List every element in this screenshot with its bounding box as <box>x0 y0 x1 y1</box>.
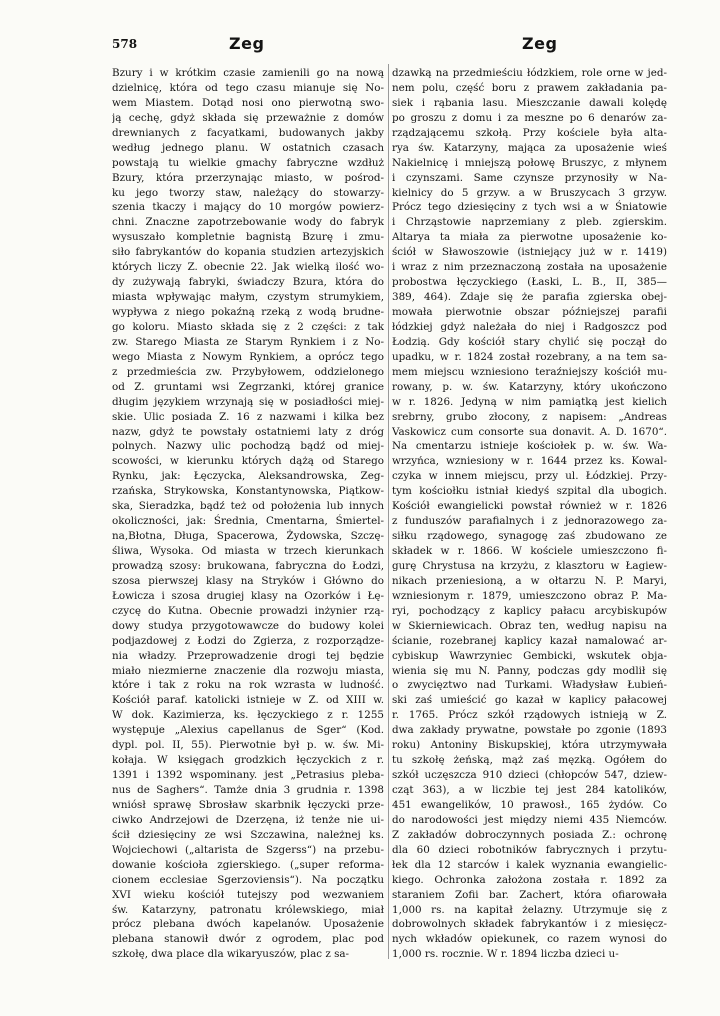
text-line: Prócz tego dziesięciny z tych wsi a w Śniatowie <box>392 201 667 214</box>
text-line: wienia się mu N. Panny, podczas gdy modlił się <box>392 664 667 677</box>
text-line: szkół uczęszcza 910 dzieci (chłopców 547, dziew- <box>392 769 667 782</box>
text-line: tym kościołku istniał kiedyś szpital dla ubogich. <box>392 485 667 498</box>
text-line: mowała pierwotnie obszar późniejszej parafii <box>392 306 667 318</box>
text-line: Nakielnicę i mniejszą połowę Bruszyc, z młynem <box>392 156 667 169</box>
text-line: Vaskowicz cum consorte sua donavit. A. D. 1670“. <box>392 425 667 438</box>
text-line: drewnianych z facyatkami, budowanych jakby <box>112 126 384 139</box>
text-line: których liczy Z. obecnie 22. Jak wielką ilość wo- <box>112 261 384 274</box>
text-line: śliwa, Wysoka. Od miasta w trzech kierunkach <box>112 545 384 557</box>
text-line: dobrowolnych składek fabrykantów i z miesięcz- <box>392 918 667 931</box>
text-line: Bzury i w krótkim czasie zamienili go na nową <box>112 67 384 79</box>
text-line: czycę do Kutna. Obecnie prowadzi inżynier rzą- <box>112 604 384 617</box>
text-line: Łowicza i szosa drugiej klasy na Ozorków i Łę- <box>112 589 384 602</box>
text-line: z funduszów parafialnych i z jednorazowego za- <box>392 515 667 528</box>
text-line: cząt 363), a w liczbie tej jest 284 katolików, <box>392 784 667 796</box>
text-line: siek i rąbania lasu. Mieszczanie dawali kolędę <box>392 96 667 109</box>
text-line: wypływa z niego pokaźną rzeką z wodą brudne- <box>112 306 384 318</box>
text-line: XVI wieku kościół tutejszy pod wezwaniem <box>112 888 384 901</box>
text-line: ciwko Andrzejowi de Dzerzęna, iż tenże nie ui- <box>112 813 384 826</box>
text-line: 1391 i 1392 wspominany. jest „Petrasius pleba- <box>112 769 384 782</box>
text-line: staraniem Zofii bar. Zachert, która ofiarowała <box>392 888 667 901</box>
text-line: rządzającemu szkołą. Przy kościele była alta- <box>392 126 667 139</box>
text-line: łek dla 12 starców i kalek wyznania ewangielic- <box>392 858 667 871</box>
column-divider <box>388 64 389 959</box>
text-line: wem Miastem. Dotąd nosi ono pierwotną swo- <box>112 96 384 109</box>
text-line: r. 1765. Prócz szkół rządowych istnieją w Z. <box>392 709 667 722</box>
text-line: wrzyńca, wzniesiony w r. 1644 przez ks. Kowal- <box>392 455 667 468</box>
text-line: o zwycięztwo nad Turkami. Władysław Łubień- <box>392 679 667 692</box>
text-line: św. Katarzyny, patronatu królewskiego, miał <box>112 903 384 916</box>
text-line: dzielnicę, która od tego czasu mianuje się No- <box>112 81 384 94</box>
text-line: 389, 464). Zdaje się że parafia zgierska obej- <box>392 291 667 304</box>
text-line: Na cmentarzu istnieje kościołek p. w. św. Wa- <box>392 440 667 453</box>
text-line: ku jego tworzy staw, należący do stowarzy- <box>112 186 384 199</box>
text-line: Kościół paraf. katolicki istnieje w Z. od XIII w. <box>112 694 384 707</box>
text-line: dla 60 dzieci robotników fabrycznych i przytu- <box>392 843 667 856</box>
text-line: cybiskup Wawrzyniec Gembicki, wskutek obja- <box>392 649 667 662</box>
text-line: kołaja. W księgach grodzkich łęczyckich z r. <box>112 754 384 767</box>
text-line: szkołę, dwa place dla wikaryuszów, plac z sa- <box>112 948 350 961</box>
text-line: ściół w Sławoszowie (istniejący już w r. 1419) <box>392 246 667 259</box>
text-line: prowadzą szosy: brukowana, fabryczna do Łodzi, <box>112 559 384 572</box>
text-line: ścianie, rozebranej kaplicy kazał namalować ar- <box>392 634 667 647</box>
text-line: kiego. Ochronka założona została r. 1892 za <box>392 873 667 886</box>
text-line: mem miejscu wzniesiono teraźniejszy kościół mu- <box>392 365 667 378</box>
text-line: miało niezmierne znaczenie dla rozwoju miasta, <box>112 664 384 677</box>
text-line: go koloru. Miasto składa się z 2 części: z tak <box>112 320 384 333</box>
text-line: dowy studya przygotowawcze do budowy kolei <box>112 619 384 632</box>
text-line: dypl. pol. II, 55). Pierwotnie był p. w. św. Mi- <box>112 739 384 752</box>
text-line: podjazdowej z Łodzi do Zgierza, z rozporządze- <box>112 634 384 647</box>
text-line: wego Miasta z Nowym Rynkiem, a oprócz tego <box>112 350 384 363</box>
text-line: dzawką na przedmieściu łódzkiem, role orne w jed- <box>392 67 667 79</box>
text-line: ją cechę, gdyż składa się przeważnie z domów <box>112 111 384 124</box>
text-line: z przedmieścia zw. Przybyłowem, oddzielonego <box>112 365 384 378</box>
text-line: ryi, pochodzący z kaplicy pałacu arcybiskupów <box>392 604 667 617</box>
text-line: długim językiem wrzynają się w posiadłości miej- <box>112 395 384 408</box>
text-line: Rynku, jak: Łęczycka, Aleksandrowska, Zeg- <box>112 470 384 483</box>
text-line: zw. Starego Miasta ze Starym Rynkiem i z No- <box>112 335 384 348</box>
text-line: Łodzią. Gdy kościół stary chylić się począł do <box>392 335 667 348</box>
text-line: w r. 1826. Jedyną w nim pamiątką jest kielich <box>392 395 667 408</box>
text-line: Wojciechowi („altarista de Szgerss“) na przebu- <box>112 843 384 856</box>
text-line: ski zaś umieścić go kazał w kaplicy pałacowej <box>392 694 667 707</box>
text-line: od Z. gruntami wsi Zegrzanki, której granice <box>112 380 384 393</box>
text-line: rowany, p. w. św. Katarzyny, który ukończono <box>392 380 667 393</box>
text-line: czyka w innem miejscu, przy ul. Łódzkiej. Przy- <box>392 470 667 483</box>
text-line: łódzkiej gdyż należała do niej i Radgoszcz pod <box>392 320 667 333</box>
text-line: i wraz z nim przeznaczoną została na uposażenie <box>392 261 667 274</box>
left-column <box>112 66 384 962</box>
text-line: nych wkładów opiekunek, co razem wynosi do <box>392 933 667 946</box>
text-line: siłku rządowego, synagogę zaś zbudowano ze <box>392 530 667 543</box>
text-line: Kościół ewangielicki powstał również w r. 1826 <box>392 500 667 513</box>
text-line: do narodowości jest między niemi 435 Niemców. <box>392 813 667 826</box>
text-line: powstają tu wielkie gmachy fabryczne wzdłuż <box>112 156 384 169</box>
text-line: ska, Sieradzka, bądź też od położenia lub innych <box>112 500 384 513</box>
text-line: i Chrząstowie naprzemiany z pleb. zgierskim. <box>392 216 667 229</box>
right-column <box>392 66 667 962</box>
text-line: nus de Saghers“. Tamże dnia 3 grudnia r. 1398 <box>112 784 384 796</box>
text-line: polnych. Nazwy ulic pochodzą bądź od miej- <box>112 440 384 453</box>
text-line: nazw, gdyż te powstały ostatniemi laty z dróg <box>112 425 384 438</box>
text-line: Z zakładów dobroczynnych posiada Z.: ochronę <box>392 828 667 841</box>
text-line: skie. Ulic posiada Z. 16 z nazwami i kilka bez <box>112 410 384 423</box>
text-line: 1,000 rs. rocznie. W r. 1894 liczba dzieci u- <box>392 948 619 961</box>
text-line: wniósł sprawę Sbrosław skarbnik łęczycki prze- <box>112 798 384 811</box>
text-line: chni. Znaczne zapotrzebowanie wody do fabryk <box>112 216 384 229</box>
text-line: w Skierniewicach. Obraz ten, według napisu na <box>392 619 667 632</box>
text-line: upadku, w r. 1824 został rozebrany, a na tem sa- <box>392 350 667 363</box>
text-line: cionem ecclesiae Sgerzoviensis“). Na początku <box>112 873 384 886</box>
text-line: według jednego planu. W ostatnich czasach <box>112 141 384 154</box>
text-line: Bzury, która przerzynając miasto, w pośrod- <box>112 171 384 184</box>
text-line: ścił dziesięciny ze wsi Szczawina, należnej ks. <box>112 828 384 841</box>
text-line: probostwa łęczyckiego (Łaski, L. B., II, 385— <box>392 276 667 289</box>
text-line: rzańska, Strykowska, Konstantynowska, Piątkow- <box>112 485 384 498</box>
text-line: wysuszało kompletnie bagnistą Bzurę i zmu- <box>112 231 384 244</box>
text-line: W dok. Kazimierza, ks. łęczyckiego z r. 1255 <box>112 709 384 722</box>
text-line: okoliczności, jak: Średnia, Cmentarna, Śmiertel- <box>112 515 384 528</box>
page-number: 578 <box>112 37 138 51</box>
text-line: i czynszami. Same czynsze przynosiły w Na- <box>392 171 667 184</box>
text-line: plebana stanowił dwór z ogrodem, plac pod <box>112 933 384 946</box>
text-line: na,Błotna, Długa, Spacerowa, Żydowska, Szczę- <box>112 530 384 543</box>
text-line: dy zużywają fabryki, świadczy Bzura, która do <box>112 276 384 289</box>
text-line: nikach przeniesioną, a w ołtarzu N. P. Maryi, <box>392 574 667 587</box>
text-line: scowości, w kierunku których dążą od Starego <box>112 455 384 468</box>
text-line: prócz plebana dwóch kapelanów. Uposażenie <box>112 918 384 931</box>
text-line: wzniesionym r. 1879, umieszczono obraz P. Ma- <box>392 589 667 602</box>
running-head-left: Zeg <box>229 34 265 53</box>
text-line: miasta wpływając małym, czystym strumykiem, <box>112 291 384 304</box>
text-line: 451 ewangelików, 10 prawosł., 165 żydów. Co <box>392 798 667 811</box>
text-line: szosa pierwszej klasy na Stryków i Główno do <box>112 574 384 587</box>
text-line: dowanie kościoła zgierskiego. („super reforma- <box>112 858 384 871</box>
text-line: siło fabrykantów do kopania studzien artezyjskich <box>112 246 384 259</box>
text-line: nia władzy. Przeprowadzenie drogi tej będzie <box>112 649 384 662</box>
text-line: dwa zakłady prywatne, powstałe po zgonie (1893 <box>392 724 667 737</box>
text-line: 1,000 rs. na kapitał żelazny. Utrzymuje się z <box>392 903 667 916</box>
text-line: które i tak z roku na rok wzrasta w ludność. <box>112 679 384 692</box>
text-line: Altarya ta miała za pierwotne uposażenie ko- <box>392 231 667 244</box>
running-head-right: Zeg <box>522 34 558 53</box>
text-line: nem polu, część boru z prawem zakładania pa- <box>392 81 667 94</box>
text-line: po groszu z domu i za meszne po 6 denarów za- <box>392 111 667 124</box>
text-line: tu szkołę żeńską, mąż zaś męzką. Ogółem do <box>392 754 667 767</box>
text-line: rya św. Katarzyny, mająca za uposażenie wieś <box>392 141 667 154</box>
text-line: szenia tkaczy i mający do 10 morgów powierz- <box>112 201 384 214</box>
text-line: roku) Antoniny Biskupskiej, która utrzymywała <box>392 739 667 752</box>
text-line: występuje „Alexius capellanus de Sger“ (Kod. <box>112 724 384 737</box>
text-line: kielnicy do 5 grzyw. a w Bruszycach 3 grzyw. <box>392 186 667 199</box>
text-line: srebrny, grubo złocony, z napisem: „Andreas <box>392 410 667 423</box>
text-line: gurę Chrystusa na krzyżu, z klasztoru w Łagiew- <box>392 559 667 572</box>
text-line: składek w r. 1866. W kościele umieszczono fi- <box>392 545 667 557</box>
